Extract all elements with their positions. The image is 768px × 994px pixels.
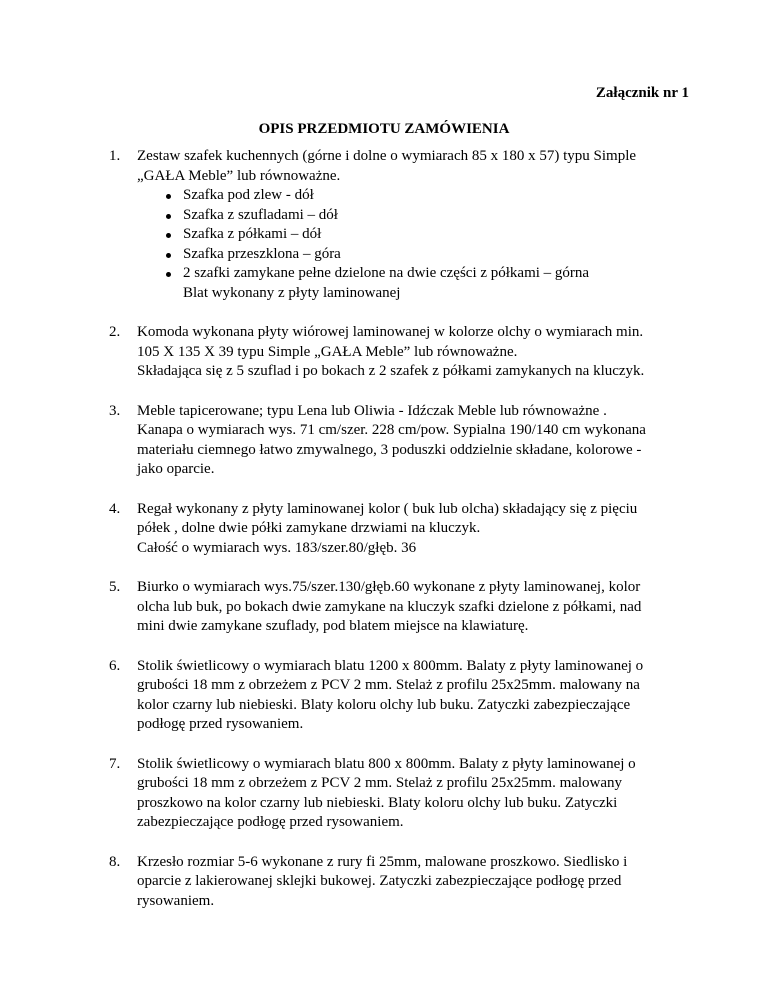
annex-label: Załącznik nr 1 — [595, 85, 689, 101]
list-item — [109, 578, 689, 637]
item-text-line: oparcie z lakierowanej sklejki bukowej. Zatyczki zabezpieczające podłogę przed — [137, 873, 622, 889]
item-number: 4. — [109, 500, 121, 517]
item-text-line: kolor czarny lub niebieski. Blaty koloru olchy lub buku. Zatyczki zabezpieczające — [137, 696, 631, 713]
item-text-line: proszkowo na kolor czarny lub niebieski. Blaty koloru olchy lub buku. Zatyczki — [137, 794, 618, 811]
list-item — [109, 323, 689, 382]
bullet-item: 2 szafki zamykane pełne dzielone na dwie części z półkami – górna — [183, 264, 689, 284]
item-text-line: „GAŁA Meble” lub równoważne. — [137, 167, 341, 184]
item-text-line: grubości 18 mm z obrzeżem z PCV 2 mm. Stelaż z profilu 25x25mm. malowany — [137, 775, 623, 791]
item-list — [109, 147, 689, 931]
item-text-line: Krzesło rozmiar 5-6 wykonane z rury fi 25mm, malowane proszkowo. Siedlisko i — [137, 853, 628, 870]
item-number: 8. — [109, 853, 121, 870]
list-item — [109, 402, 689, 480]
item-text-line: mini dwie zamykane szuflady, pod blatem miejsce na klawiaturę. — [137, 618, 529, 634]
list-item — [109, 147, 689, 303]
item-text-line: podłogę przed rysowaniem. — [137, 716, 304, 732]
item-number: 3. — [109, 402, 121, 419]
item-text-line: jako oparcie. — [137, 461, 215, 477]
bullet-item: Szafka pod zlew - dół — [183, 186, 689, 206]
item-text-line: Komoda wykonana płyty wiórowej laminowanej w kolorze olchy o wymiarach min. — [137, 324, 644, 340]
item-text-line: Stolik świetlicowy o wymiarach blatu 800 x 800mm. Balaty z płyty laminowanej o — [137, 755, 636, 772]
list-item — [109, 853, 689, 912]
bullet-list — [137, 186, 689, 284]
item-text-line: Regał wykonany z płyty laminowanej kolor ( buk lub olcha) składający się z pięciu — [137, 500, 638, 517]
item-text-line: Składająca się z 5 szuflad i po bokach z 2 szafek z półkami zamykanych na kluczyk. — [137, 363, 645, 379]
item-text-line: rysowaniem. — [137, 892, 215, 909]
bullet-item: Szafka z półkami – dół — [183, 225, 689, 245]
item-trailing-line: Blat wykonany z płyty laminowanej — [183, 284, 401, 301]
item-text-line: Zestaw szafek kuchennych (górne i dolne o wymiarach 85 x 180 x 57) typu Simple — [137, 148, 637, 164]
document-title: OPIS PRZEDMIOTU ZAMÓWIENIA — [258, 121, 510, 137]
list-item — [109, 500, 689, 559]
item-number: 2. — [109, 324, 121, 340]
item-number: 5. — [109, 579, 121, 595]
item-text-line: Kanapa o wymiarach wys. 71 cm/szer. 228 cm/pow. Sypialna 190/140 cm wykonana — [137, 422, 646, 438]
item-text-line: Meble tapicerowane; typu Lena lub Oliwia - Idźczak Meble lub równoważne . — [137, 402, 607, 419]
item-text-line: Biurko o wymiarach wys.75/szer.130/głęb.60 wykonane z płyty laminowanej, kolor — [137, 579, 641, 595]
item-number: 7. — [109, 755, 121, 772]
item-text-line: 105 X 135 X 39 typu Simple „GAŁA Meble” lub równoważne. — [137, 343, 518, 360]
item-text-line: grubości 18 mm z obrzeżem z PCV 2 mm. Stelaż z profilu 25x25mm. malowany na — [137, 677, 640, 693]
item-text-line: półek , dolne dwie półki zamykane drzwiami na kluczyk. — [137, 520, 481, 536]
bullet-item: Szafka z szufladami – dół — [183, 206, 689, 226]
bullet-item: Szafka przeszklona – góra — [183, 245, 689, 265]
item-number: 6. — [109, 657, 121, 674]
list-item — [109, 657, 689, 735]
item-text-line: olcha lub buk, po bokach dwie zamykane na kluczyk szafki dzielone z półkami, nad — [137, 598, 642, 615]
item-text-line: zabezpieczające podłogę przed rysowaniem. — [137, 814, 404, 830]
item-text-line: materiału ciemnego łatwo zmywalnego, 3 poduszki oddzielnie składane, kolorowe - — [137, 441, 642, 458]
item-number: 1. — [109, 148, 121, 164]
list-item — [109, 755, 689, 833]
item-text-line: Całość o wymiarach wys. 183/szer.80/głęb. 36 — [137, 539, 417, 556]
item-text-line: Stolik świetlicowy o wymiarach blatu 1200 x 800mm. Balaty z płyty laminowanej o — [137, 657, 644, 674]
